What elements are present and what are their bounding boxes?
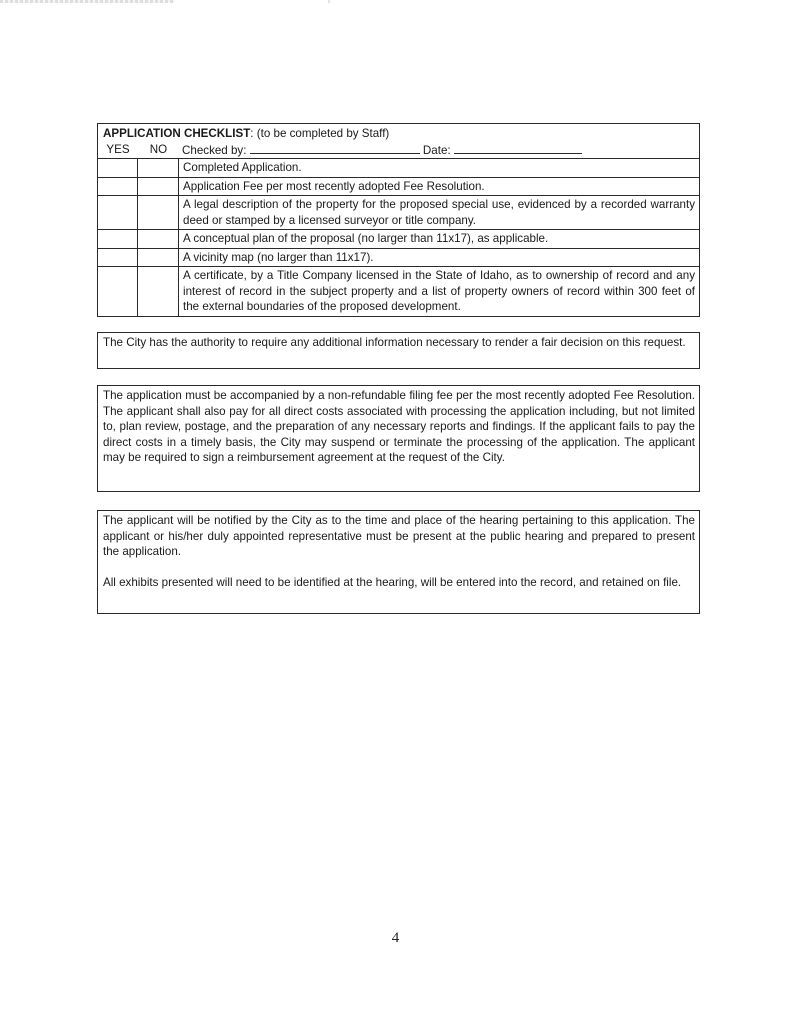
checklist-item-text: Application Fee per most recently adopted Fee Resolution. bbox=[183, 179, 485, 193]
page-number: 4 bbox=[391, 930, 400, 946]
no-checkbox-cell[interactable] bbox=[138, 267, 179, 316]
checked-by-field[interactable] bbox=[250, 142, 420, 154]
date-label: Date: bbox=[422, 144, 451, 157]
yes-checkbox-cell[interactable] bbox=[98, 178, 138, 196]
application-checklist bbox=[97, 123, 700, 317]
scan-artifact bbox=[328, 0, 330, 3]
no-checkbox-cell[interactable] bbox=[138, 249, 179, 267]
no-column-header: NO bbox=[149, 143, 168, 156]
no-checkbox-cell[interactable] bbox=[138, 230, 179, 248]
hearing-notice bbox=[97, 510, 700, 614]
hearing-notice-text: The applicant will be notified by the City as to the time and place of the hearing pertaining to this application. The applicant or his/her duly appointed representative must be present at the public hearing and prepared to present the application. bbox=[103, 514, 695, 558]
date-field[interactable] bbox=[454, 142, 582, 154]
checklist-item-text: Completed Application. bbox=[183, 161, 302, 174]
yes-checkbox-cell[interactable] bbox=[98, 196, 138, 229]
checklist-title bbox=[98, 124, 699, 142]
checked-by-label: Checked by: bbox=[182, 144, 247, 157]
checklist-row bbox=[98, 178, 699, 197]
authority-notice bbox=[97, 332, 700, 369]
checklist-row bbox=[98, 267, 699, 316]
fee-notice-text: The application must be accompanied by a non-refundable filing fee per the most recently adopted Fee Resolution. The applicant shall also pay for all direct costs associated with processing the application including, but not limited to, plan review, postage, and the preparation of any necessary reports and findings. If the applicant fails to pay the direct costs in a timely basis, the City may suspend or terminate the processing of the application. The applicant may be required to sign a reimbursement agreement at the request of the City. bbox=[103, 389, 695, 464]
checklist-row bbox=[98, 196, 699, 230]
checklist-header-row bbox=[98, 142, 699, 159]
yes-checkbox-cell[interactable] bbox=[98, 249, 138, 267]
checklist-item-text: A legal description of the property for the proposed special use, evidenced by a recorded warranty deed or stamped by a licensed surveyor or title company. bbox=[183, 198, 695, 227]
checked-by-line bbox=[179, 142, 699, 158]
scan-artifact bbox=[0, 0, 175, 3]
yes-checkbox-cell[interactable] bbox=[98, 230, 138, 248]
checklist-title-bold: APPLICATION CHECKLIST bbox=[103, 127, 251, 140]
yes-checkbox-cell[interactable] bbox=[98, 267, 138, 316]
checklist-item-text: A vicinity map (no larger than 11x17). bbox=[183, 250, 374, 264]
no-checkbox-cell[interactable] bbox=[138, 196, 179, 229]
checklist-title-note: : (to be completed by Staff) bbox=[250, 127, 390, 140]
yes-checkbox-cell[interactable] bbox=[98, 159, 138, 177]
checklist-row bbox=[98, 230, 699, 249]
checklist-row bbox=[98, 249, 699, 268]
yes-column-header: YES bbox=[106, 143, 130, 156]
no-checkbox-cell[interactable] bbox=[138, 159, 179, 177]
checklist-item-text: A certificate, by a Title Company licensed in the State of Idaho, as to ownership of record and any interest of record in the subject property and a list of property owners of record within 300 feet of the external boundaries of the proposed development. bbox=[183, 269, 695, 313]
checklist-item-text: A conceptual plan of the proposal (no larger than 11x17), as applicable. bbox=[183, 232, 549, 245]
fee-notice bbox=[97, 385, 700, 492]
exhibits-notice-text: All exhibits presented will need to be identified at the hearing, will be entered into the record, and retained on file. bbox=[103, 575, 682, 589]
no-checkbox-cell[interactable] bbox=[138, 178, 179, 196]
authority-notice-text: The City has the authority to require any additional information necessary to render a fair decision on this request. bbox=[103, 336, 686, 349]
checklist-row bbox=[98, 159, 699, 178]
